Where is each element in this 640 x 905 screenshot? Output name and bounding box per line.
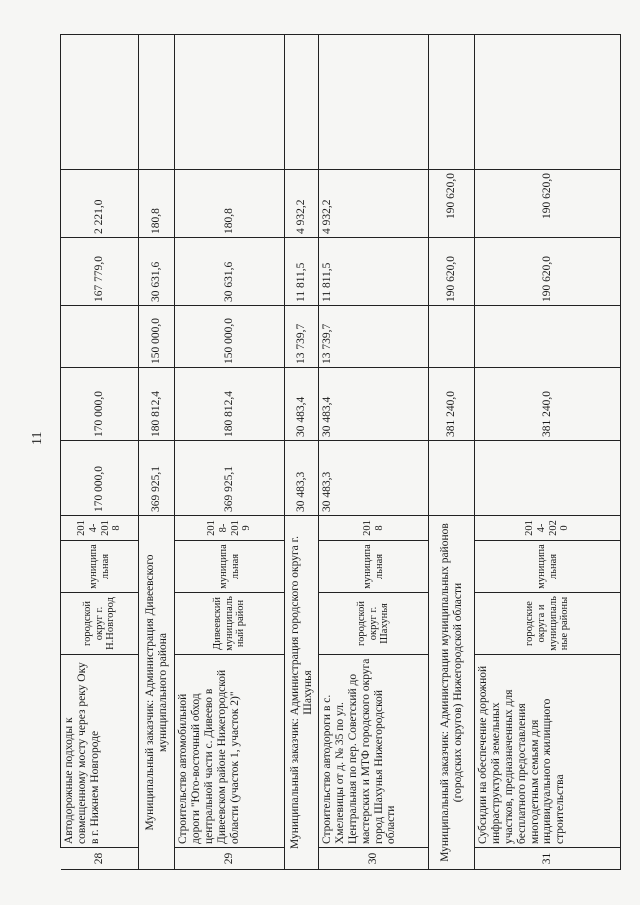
period: 2014-2018 bbox=[76, 520, 123, 536]
value-cell bbox=[429, 305, 475, 367]
value-3: 13 739,7 bbox=[321, 323, 333, 364]
object-name-cell bbox=[175, 654, 285, 847]
period-cell bbox=[61, 515, 139, 540]
value-cell bbox=[319, 305, 429, 367]
value-4: 30 631,6 bbox=[150, 261, 163, 302]
row-number: 28 bbox=[92, 852, 105, 865]
value-cell bbox=[139, 367, 175, 440]
value-cell bbox=[475, 237, 621, 305]
table-row-29 bbox=[175, 34, 285, 869]
type-cell bbox=[475, 540, 621, 592]
value-cell bbox=[175, 34, 285, 169]
value-total: 30 483,3 bbox=[321, 471, 333, 512]
type-cell bbox=[61, 540, 139, 592]
value-cell bbox=[285, 305, 319, 367]
row-number-cell bbox=[319, 848, 429, 870]
value-total: 170 000,0 bbox=[93, 465, 106, 512]
row-number: 31 bbox=[541, 852, 554, 865]
value-4: 11 811,5 bbox=[321, 262, 333, 302]
type-cell bbox=[175, 540, 285, 592]
value-2: 180 812,4 bbox=[223, 390, 236, 437]
value-total: 369 925,1 bbox=[150, 465, 163, 512]
value-cell bbox=[429, 34, 475, 169]
object-name: Субсидии на обеспечение дорожной инфраструктурой земельных участков, предназначенных для бесплатного предоставления многодетным семьям для индивидуального жилищного строительства bbox=[477, 665, 567, 844]
level: городской округ г. Шахунья bbox=[355, 601, 391, 646]
level-cell bbox=[175, 592, 285, 654]
value-4: 30 631,6 bbox=[223, 261, 236, 302]
value-cell bbox=[429, 367, 475, 440]
value-cell bbox=[285, 367, 319, 440]
value-4: 167 779,0 bbox=[93, 255, 106, 302]
value-total: 369 925,1 bbox=[223, 465, 236, 512]
level: городские округа и муниципальные районы bbox=[524, 596, 571, 651]
value-cell bbox=[285, 34, 319, 169]
customer-cell bbox=[285, 515, 319, 869]
table-row-30 bbox=[319, 34, 429, 869]
value-3: 150 000,0 bbox=[223, 317, 236, 364]
level-cell bbox=[319, 592, 429, 654]
period: 2014-2020 bbox=[524, 520, 571, 536]
value-cell bbox=[319, 367, 429, 440]
value-cell bbox=[139, 305, 175, 367]
period-cell bbox=[475, 515, 621, 540]
level-cell bbox=[475, 592, 621, 654]
value-2: 170 000,0 bbox=[93, 390, 106, 437]
customer-text: Муниципальный заказчик: Администрация городского округа г. Шахунья bbox=[288, 536, 314, 849]
value-cell bbox=[319, 169, 429, 237]
value-cell bbox=[175, 440, 285, 515]
page-number: 11 bbox=[30, 431, 45, 445]
value-2: 30 483,4 bbox=[295, 396, 308, 437]
customer-cell bbox=[429, 515, 475, 869]
value-cell bbox=[475, 305, 621, 367]
table-row-28 bbox=[61, 34, 139, 869]
customer-cell bbox=[139, 515, 175, 869]
value-cell bbox=[139, 34, 175, 169]
customer-text: Муниципальный заказчик: Администрации муниципальных районов (городских округов) Нижегородской области bbox=[438, 523, 464, 862]
customer-text: Муниципальный заказчик: Администрация Дивеевского муниципального района bbox=[143, 554, 169, 831]
investment-table bbox=[60, 34, 621, 870]
value-cell bbox=[61, 237, 139, 305]
period-cell bbox=[175, 515, 285, 540]
period-cell bbox=[319, 515, 429, 540]
value-cell bbox=[61, 305, 139, 367]
value-3: 13 739,7 bbox=[295, 323, 308, 364]
period: 2018 bbox=[361, 520, 385, 536]
value-cell bbox=[61, 34, 139, 169]
value-cell bbox=[429, 169, 475, 237]
row-number-cell bbox=[61, 848, 139, 870]
value-cell bbox=[319, 440, 429, 515]
value-cell bbox=[475, 367, 621, 440]
value-cell bbox=[139, 440, 175, 515]
value-cell bbox=[175, 237, 285, 305]
period: 2018-2019 bbox=[206, 520, 253, 536]
row-number-cell bbox=[175, 848, 285, 870]
value-cell bbox=[61, 440, 139, 515]
row-number: 29 bbox=[223, 852, 236, 865]
value-cell bbox=[175, 169, 285, 237]
object-name-cell bbox=[61, 654, 139, 847]
value-cell bbox=[139, 169, 175, 237]
value-4: 190 620,0 bbox=[541, 255, 554, 302]
value-cell bbox=[319, 34, 429, 169]
object-name-cell bbox=[319, 654, 429, 847]
value-2: 381 240,0 bbox=[445, 390, 458, 437]
customer-row-30 bbox=[285, 34, 319, 869]
level-cell bbox=[61, 592, 139, 654]
customer-row-29 bbox=[139, 34, 175, 869]
level: Дивеевский муниципальный район bbox=[211, 596, 247, 651]
value-cell bbox=[175, 367, 285, 440]
customer-row-31 bbox=[429, 34, 475, 869]
value-5: 4 932,2 bbox=[295, 199, 308, 234]
value-2: 381 240,0 bbox=[541, 390, 554, 437]
value-total: 30 483,3 bbox=[295, 471, 308, 512]
value-cell bbox=[475, 440, 621, 515]
value-cell bbox=[285, 169, 319, 237]
value-cell bbox=[175, 305, 285, 367]
value-4: 190 620,0 bbox=[445, 255, 458, 302]
value-2: 30 483,4 bbox=[321, 396, 333, 437]
table-row-31 bbox=[475, 34, 621, 869]
object-name: Строительство автомобильной дороги "Юго-восточный обход центральной части с. Дивеево в Дивеевском районе Нижегородской области (участок 1, участок 2)" bbox=[177, 669, 241, 844]
value-cell bbox=[285, 440, 319, 515]
value-cell bbox=[139, 237, 175, 305]
value-cell bbox=[475, 169, 621, 237]
ownership-type: муниципальная bbox=[361, 544, 385, 589]
value-5: 4 932,2 bbox=[321, 199, 333, 234]
value-5: 2 221,0 bbox=[93, 199, 106, 234]
row-number: 30 bbox=[367, 852, 380, 865]
value-cell bbox=[61, 367, 139, 440]
ownership-type: муниципальная bbox=[87, 544, 111, 589]
ownership-type: муниципальная bbox=[217, 544, 241, 589]
rotated-table-container bbox=[60, 35, 620, 870]
value-5: 180,8 bbox=[150, 208, 163, 234]
value-cell bbox=[319, 237, 429, 305]
value-cell bbox=[285, 237, 319, 305]
value-cell bbox=[429, 440, 475, 515]
type-cell bbox=[319, 540, 429, 592]
level: городской округ г. Н.Новгород bbox=[81, 597, 117, 650]
value-5: 180,8 bbox=[223, 208, 236, 234]
object-name: Автодорожные подходы к совмещенному мосту через реку Оку в г. Нижнем Новгороде bbox=[63, 662, 101, 844]
row-number-cell bbox=[475, 848, 621, 870]
object-name: Строительство автодороги в с. Хмелевицы от д. № 35 по ул. Центральная по пер. Советский до мастерских и МТФ городского округа город Шахунья Нижегородской области bbox=[321, 658, 398, 844]
ownership-type: муниципальная bbox=[535, 544, 559, 589]
value-5: 190 620,0 bbox=[445, 172, 458, 219]
value-cell bbox=[475, 34, 621, 169]
value-cell bbox=[61, 169, 139, 237]
value-5: 190 620,0 bbox=[541, 172, 554, 219]
value-3: 150 000,0 bbox=[150, 317, 163, 364]
value-cell bbox=[429, 237, 475, 305]
object-name-cell bbox=[475, 654, 621, 847]
value-2: 180 812,4 bbox=[150, 390, 163, 437]
value-4: 11 811,5 bbox=[295, 262, 308, 302]
